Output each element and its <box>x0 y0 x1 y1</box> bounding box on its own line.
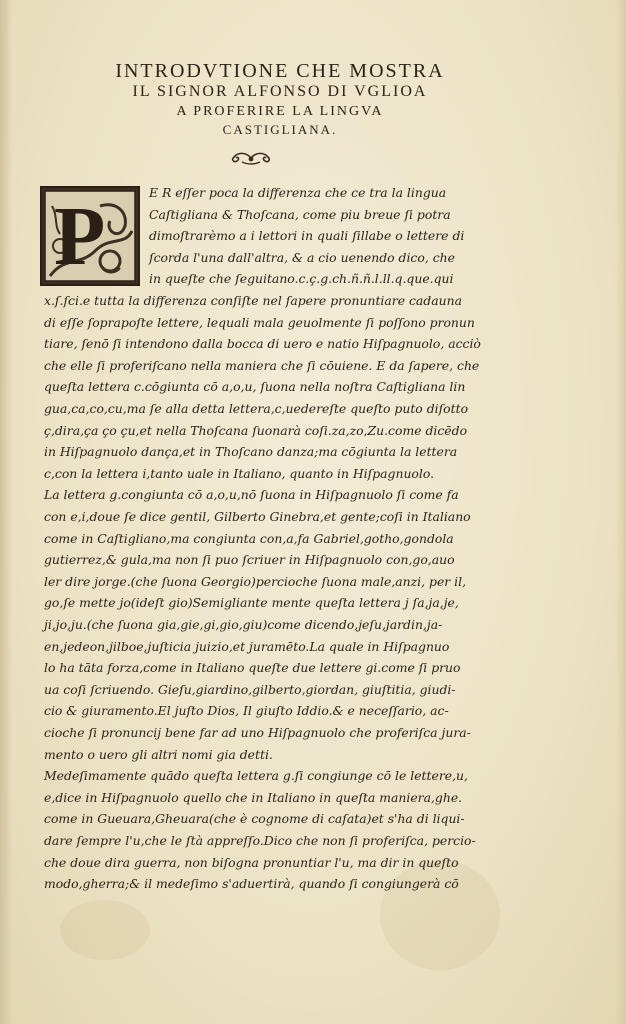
heading-line-4: CASTIGLIANA. <box>222 122 338 137</box>
text-line: gua,ca,co,cu,ma ſe alla detta lettera,c,uedereſte queſto puto diſotto <box>44 401 469 416</box>
svg-text:P: P <box>54 190 106 283</box>
text-line: dimoſtrarèmo a i lettori in quali ſillabe o lettere di <box>149 228 465 244</box>
text-line: queſta lettera c.cōgiunta cō a,o,u, ſuona nella noſtra Caſtigliana lin <box>44 379 466 395</box>
fleuron-ornament-icon <box>228 150 274 166</box>
text-line: c,con la lettera i,tanto uale in Italiano, quanto in Hiſpagnuolo. <box>44 465 435 481</box>
text-line: Caſtigliana & Thoſcana, come piu breue ſi potra <box>149 206 451 222</box>
heading-line-3: A PROFERIRE LA LINGVA <box>176 104 384 119</box>
text-line: in Hiſpagnuolo dança,et in Thoſcano danza;ma cōgiunta la lettera <box>44 444 458 460</box>
text-line: con e,i,doue ſe dice gentil, Gilberto Ginebra,et gente;coſi in Italiano <box>44 509 471 524</box>
text-line: come in Gueuara,Gheuara(che è cognome di caſata)et s'ha di liqui- <box>44 811 465 827</box>
page-edge-left <box>0 0 12 1024</box>
page-edge-right <box>616 0 626 1024</box>
text-line: x.ſ.ſci.e tutta la differenza conſiſte nel ſapere pronuntiare cadauna <box>44 293 462 308</box>
text-line: come in Caſtigliano,ma congiunta con,a,fa Gabriel,gotho,gondola <box>44 530 454 546</box>
text-line: dare ſempre l'u,che le ſtà appreſſo.Dico che non ſi proferiſca, percio- <box>44 833 476 848</box>
text-line: che elle ſi proferiſcano nella maniera che ſi cōuiene. E da ſapere, che <box>44 357 480 373</box>
text-line: Medeſimamente quādo queſta lettera g.ſi congiunge cō le lettere,u, <box>44 768 468 784</box>
text-line: lo ha tāta forza,come in Italiano queſte due lettere gi.come ſi pruo <box>44 660 461 676</box>
decorated-initial-icon <box>40 186 140 286</box>
text-line: go,ſe mette jo(ideſt gio)Semigliante mente queſta lettera j ſa,ja,je, <box>44 595 459 611</box>
text-line: E R eſſer poca la differenza che ce tra la lingua <box>149 185 447 200</box>
text-line: che doue dira guerra, non biſogna pronuntiar l'u, ma dir in queſto <box>44 854 459 870</box>
text-line: tiare, ſenō ſi intendono dalla bocca di uero e natio Hiſpagnuolo, acciò <box>44 336 481 352</box>
chapter-heading <box>40 60 520 139</box>
text-line: La lettera g.congiunta cō a,o,u,nō ſuona in Hiſpagnuolo ſi come fa <box>44 487 459 503</box>
heading-line-1: INTRODVTIONE CHE MOSTRA <box>115 60 445 82</box>
text-line: mento o uero gli altri nomi gia detti. <box>44 746 273 762</box>
text-line: cioche ſi pronuncij bene far ad uno Hiſpagnuolo che proferiſca jura- <box>44 725 471 740</box>
text-line: cio & giuramento.El juſto Dios, Il giuſto Iddio.& e neceſſario, ac- <box>44 703 449 719</box>
text-line: ſcorda l'una dall'altra, & a cio uenendo dico, che <box>149 249 455 265</box>
heading-line-2: IL SIGNOR ALFONSO DI VGLIOA <box>132 83 428 100</box>
text-line: en,jedeon,jilboe,juſticia juizio,et juramēto.La quale in Hiſpagnuo <box>44 638 450 654</box>
paper-stain <box>60 900 150 960</box>
text-line: ji,jo,ju.(che ſuona gia,gie,gi,gio,giu)come dicendo,jeſu,jardin,ja- <box>44 617 443 632</box>
text-line: ua coſi ſcriuendo. Gieſu,giardino,gilberto,giordan, giuſtitia, giudi- <box>44 681 456 697</box>
text-line: ç,dira,ça ço çu,et nella Thoſcana ſuonarà coſi.za,zo,Zu.come dicēdo <box>44 422 468 438</box>
text-line: modo,gherra;& il medeſimo s'aduertirà, quando ſi congiungerà cō <box>44 876 459 892</box>
text-line: in queſte che ſeguitano.c.ç.g.ch.ñ.ñ.l.ll.q.que.qui <box>149 271 454 287</box>
text-line: di eſſe ſoprapoſte lettere, lequali mala geuolmente ſi poſſono pronun <box>44 314 475 330</box>
text-line: ler dire jorge.(che ſuona Georgio)percioche ſuona male,anzi, per il, <box>44 573 467 589</box>
text-line: e,dice in Hiſpagnuolo quello che in Italiano in queſta maniera,ghe. <box>44 789 463 805</box>
text-line: gutierrez,& gula,ma non ſi puo ſcriuer in Hiſpagnuolo con,go,auo <box>44 552 455 568</box>
